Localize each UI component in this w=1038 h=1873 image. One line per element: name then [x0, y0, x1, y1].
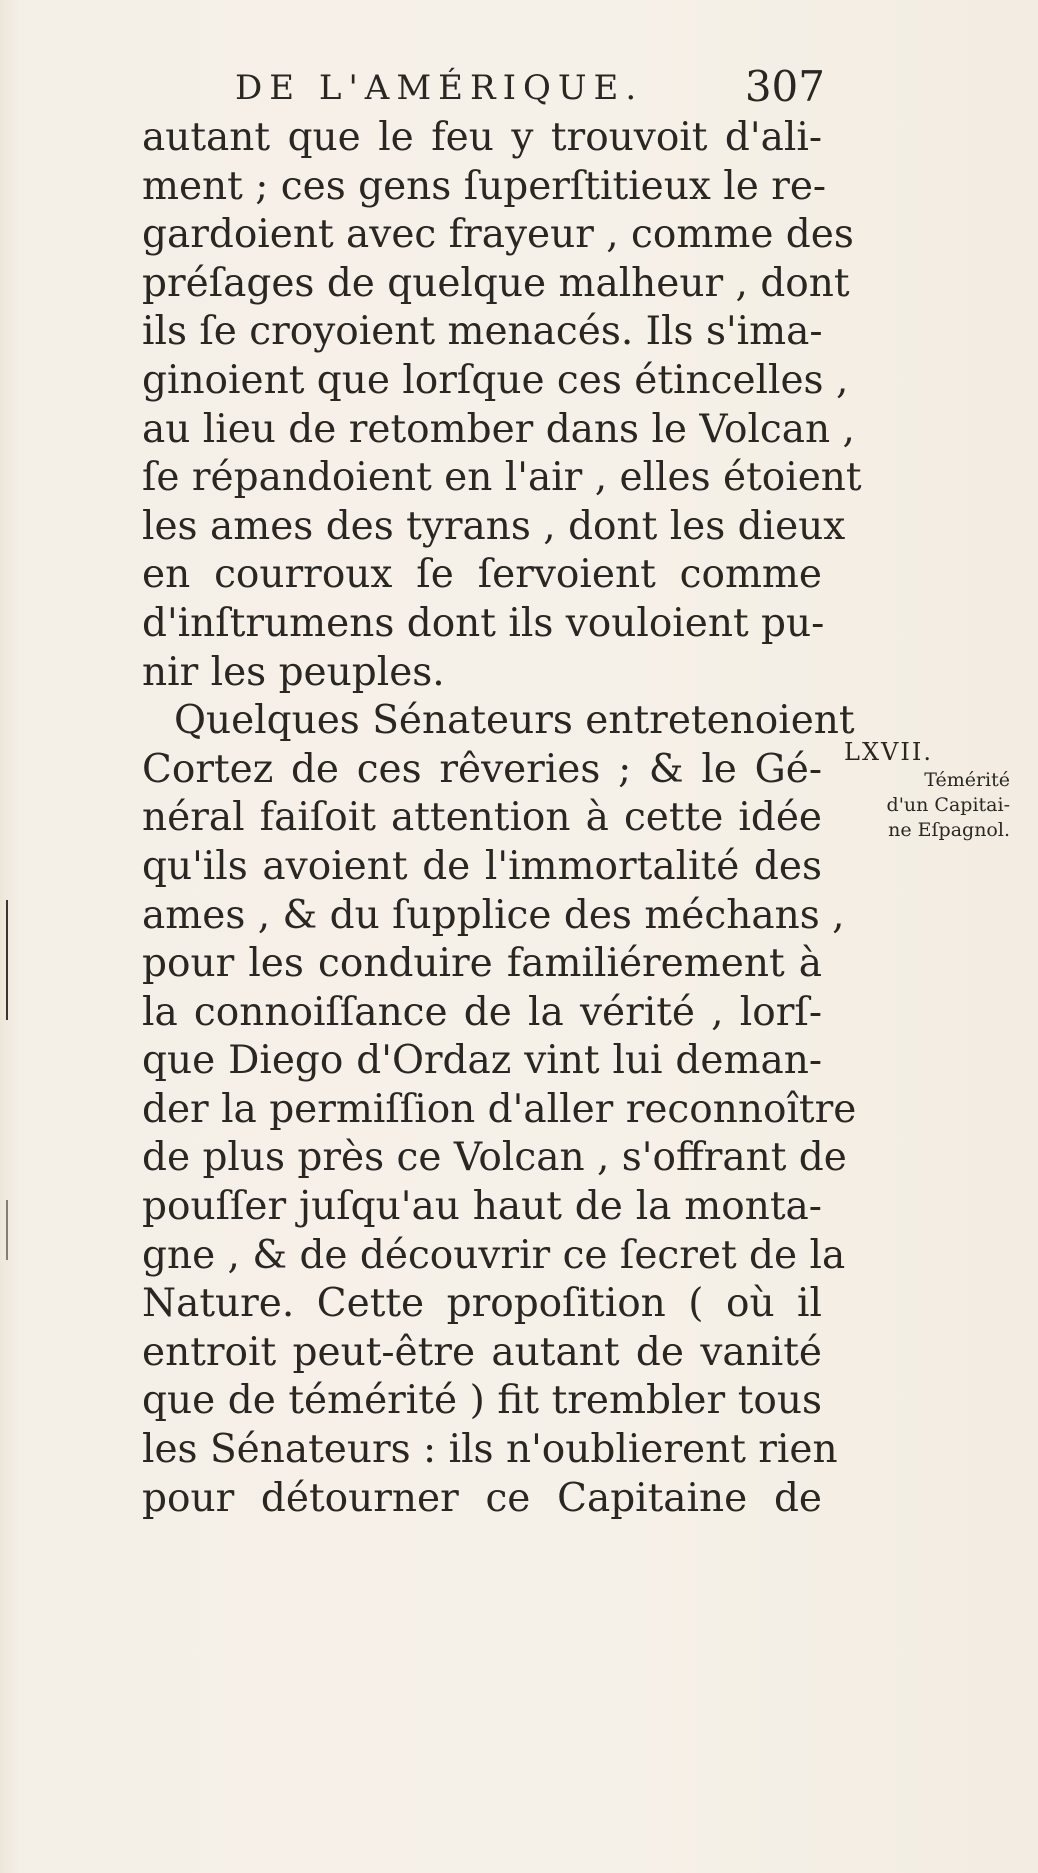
page-number: 307 — [744, 62, 825, 111]
text-line: ſe répandoient en l'air , elles étoient — [142, 455, 862, 501]
page-edge-mark — [6, 900, 8, 1020]
text-line: ginoient que lorſque ces étincelles , — [142, 357, 849, 403]
text-line: gne , & de découvrir ce ſecret de la — [142, 1232, 846, 1278]
text-line: gardoient avec frayeur , comme des — [142, 212, 854, 258]
text-line: Nature. Cette propoſition ( où il — [142, 1281, 822, 1327]
text-line: pour détourner ce Capitaine de — [142, 1475, 822, 1521]
text-line: ames , & du ſupplice des méchans , — [142, 892, 845, 938]
text-line: les ames des tyrans , dont les dieux — [142, 503, 846, 549]
text-line: pouſſer juſqu'au haut de la monta- — [142, 1184, 822, 1230]
page-header — [235, 62, 825, 118]
text-line: entroit peut-être autant de vanité — [142, 1329, 822, 1375]
text-line: nir les peuples. — [142, 649, 445, 695]
marginal-note — [840, 736, 1010, 843]
page-edge-mark — [6, 1200, 8, 1260]
text-line: que de témérité ) fit trembler tous — [142, 1378, 822, 1424]
running-head: DE L'AMÉRIQUE. — [235, 68, 644, 108]
text-line: qu'ils avoient de l'immortalité des — [142, 843, 822, 889]
text-line: der la permiſſion d'aller reconnoître — [142, 1086, 857, 1132]
text-line: ils ſe croyoient menacés. Ils s'ima- — [142, 309, 823, 355]
text-line: ment ; ces gens ſuperſtitieux le re- — [142, 163, 827, 209]
text-line: en courroux ſe ſervoient comme — [142, 552, 822, 598]
marginal-note-line: Témérité — [924, 769, 1010, 791]
text-line: autant que le feu y trouvoit d'ali- — [142, 115, 822, 160]
marginal-note-number: LXVII. — [844, 738, 933, 766]
text-line: préſages de quelque malheur , dont — [142, 260, 850, 306]
text-line: les Sénateurs : ils n'oublierent rien — [142, 1427, 838, 1473]
text-line: néral faiſoit attention à cette idée — [142, 795, 822, 841]
text-line: la connoiſſance de la vérité , lorſ- — [142, 989, 822, 1035]
text-line: de plus près ce Volcan , s'offrant de — [142, 1135, 847, 1181]
marginal-note-line: d'un Capitai- — [886, 794, 1010, 816]
body-text — [142, 114, 862, 1523]
text-line: d'inſtrumens dont ils vouloient pu- — [142, 600, 825, 646]
text-line: Cortez de ces rêveries ; & le Gé- — [142, 746, 822, 792]
text-line: au lieu de retomber dans le Volcan , — [142, 406, 855, 452]
marginal-note-line: ne Eſpagnol. — [888, 819, 1010, 841]
text-line: que Diego d'Ordaz vint lui deman- — [142, 1038, 822, 1084]
text-line: pour les conduire familiérement à — [142, 941, 822, 987]
text-line: Quelques Sénateurs entretenoient — [174, 698, 855, 744]
